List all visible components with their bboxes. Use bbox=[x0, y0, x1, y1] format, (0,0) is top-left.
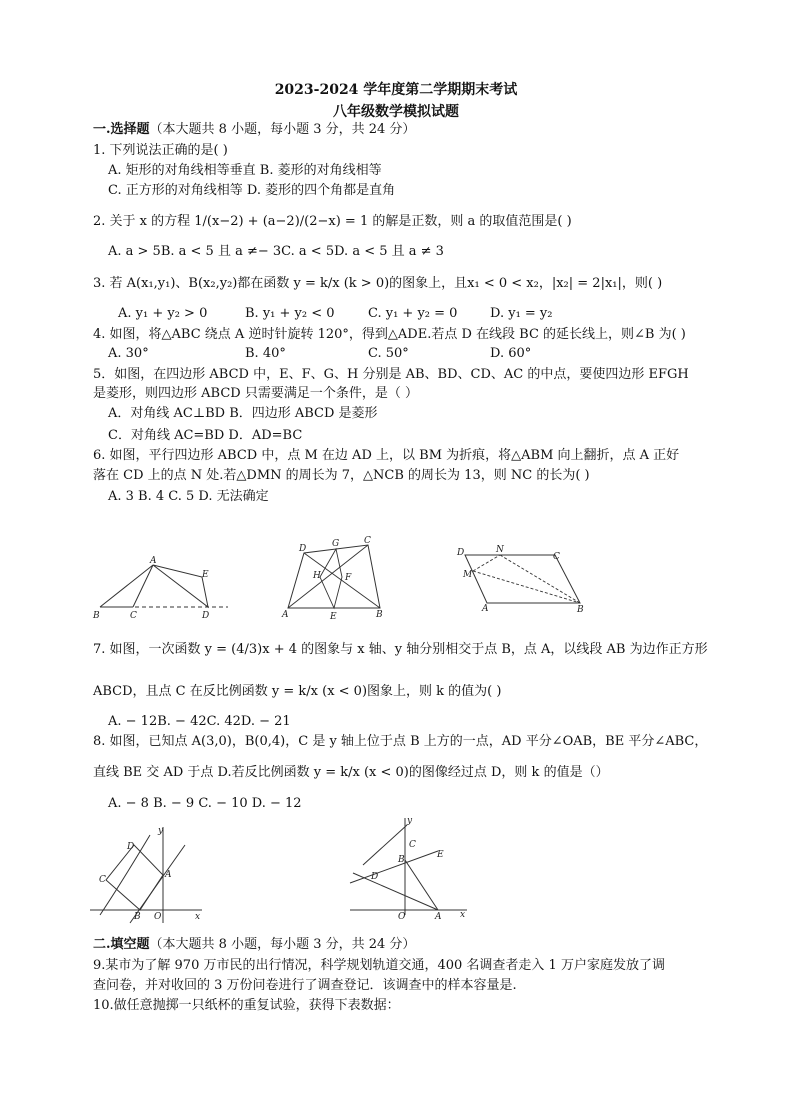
question-6-line-2: 落在 CD 上的点 N 处.若△DMN 的周长为 7，△NCB 的周长为 13，则 NC 的长为( ) bbox=[93, 468, 590, 483]
fig3-label-c: C bbox=[553, 552, 560, 562]
question-5-options-ab: A．对角线 AC⊥BD B．四边形 ABCD 是菱形 bbox=[108, 406, 378, 421]
question-4-option-a: A. 30° bbox=[108, 346, 149, 361]
fig2-label-a: A bbox=[282, 610, 289, 620]
fig4-label-x: x bbox=[195, 912, 201, 922]
section-choice-note: （本大题共 8 小题，每小题 3 分，共 24 分） bbox=[149, 122, 416, 137]
fig5-label-a: A bbox=[435, 912, 442, 922]
section-fill-note: （本大题共 8 小题，每小题 3 分，共 24 分） bbox=[149, 937, 416, 952]
figure-square-hyperbola bbox=[90, 825, 205, 925]
fig5-label-d: D bbox=[371, 872, 379, 882]
question-9-line-2: 查问卷，并对收回的 3 万份问卷进行了调查登记．该调查中的样本容量是. bbox=[93, 978, 517, 993]
question-3-option-a: A. y₁ + y₂ > 0 bbox=[118, 306, 208, 321]
fig4-label-b: B bbox=[134, 912, 141, 922]
fig3-label-d: D bbox=[457, 548, 465, 558]
question-7-options: A. − 12B. − 42C. 42D. − 21 bbox=[108, 714, 291, 729]
question-4-option-c: C. 50° bbox=[368, 346, 409, 361]
question-1: 1. 下列说法正确的是( ) bbox=[93, 143, 228, 158]
question-2-options: A. a > 5B. a < 5 且 a ≠− 3C. a < 5D. a < 5 且 a ≠ 3 bbox=[108, 244, 444, 259]
fig5-label-c: C bbox=[409, 840, 416, 850]
question-6-options: A. 3 B. 4 C. 5 D. 无法确定 bbox=[108, 489, 269, 504]
fig1-label-b: B bbox=[93, 611, 100, 621]
question-4: 4. 如图，将△ABC 绕点 A 逆时针旋转 120°，得到△ADE.若点 D 在线段 BC 的延长线上，则∠B 为( ) bbox=[93, 327, 686, 342]
fig3-label-n: N bbox=[496, 545, 504, 555]
fig2-label-e: E bbox=[330, 612, 337, 622]
figure-rotation-triangle bbox=[90, 555, 230, 620]
exam-subtitle: 八年级数学模拟试题 bbox=[333, 104, 459, 120]
exam-title: 2023-2024 学年度第二学期期末考试 bbox=[274, 82, 518, 98]
question-7-line-2: ABCD，且点 C 在反比例函数 y = k/x (x < 0)图象上，则 k 的值为( ) bbox=[93, 684, 502, 699]
question-5-line-2: 是菱形，则四边形 ABCD 只需要满足一个条件，是（ ） bbox=[93, 386, 418, 401]
fig4-label-y: y bbox=[158, 826, 164, 836]
fig4-label-c: C bbox=[99, 875, 106, 885]
question-2: 2. 关于 x 的方程 1/(x−2) + (a−2)/(2−x) = 1 的解是正数，则 a 的取值范围是( ) bbox=[93, 214, 572, 229]
figure-parallelogram-fold bbox=[455, 545, 590, 615]
fig2-label-b: B bbox=[376, 610, 383, 620]
fig2-label-h: H bbox=[313, 571, 321, 581]
fig4-label-d: D bbox=[127, 842, 135, 852]
fig5-label-y: y bbox=[407, 816, 413, 826]
section-choice-name: 一.选择题 bbox=[93, 122, 150, 137]
question-1-options-cd: C. 正方形的对角线相等 D. 菱形的四个角都是直角 bbox=[108, 183, 396, 198]
question-8-options: A. − 8 B. − 9 C. − 10 D. − 12 bbox=[108, 796, 302, 811]
question-3-option-d: D. y₁ = y₂ bbox=[490, 306, 553, 321]
question-3-option-b: B. y₁ + y₂ < 0 bbox=[245, 306, 335, 321]
fig5-label-o: O bbox=[398, 912, 406, 922]
question-8-line-2: 直线 BE 交 AD 于点 D.若反比例函数 y = k/x (x < 0)的图像经过点 D，则 k 的值是（） bbox=[93, 765, 609, 780]
fig3-label-b: B bbox=[577, 605, 584, 615]
question-4-option-b: B. 40° bbox=[245, 346, 286, 361]
question-10: 10.做任意抛掷一只纸杯的重复试验，获得下表数据： bbox=[93, 998, 400, 1013]
question-5-line-1: 5．如图，在四边形 ABCD 中，E、F、G、H 分别是 AB、BD、CD、AC 的中点，要使四边形 EFGH bbox=[93, 367, 689, 382]
fig4-label-a: A bbox=[165, 870, 172, 880]
question-5-options-cd: C．对角线 AC=BD D．AD=BC bbox=[108, 428, 303, 443]
fig4-label-o: O bbox=[154, 912, 162, 922]
question-1-options-ab: A. 矩形的对角线相等垂直 B. 菱形的对角线相等 bbox=[108, 163, 382, 178]
question-6-line-1: 6. 如图，平行四边形 ABCD 中，点 M 在边 AD 上，以 BM 为折痕，将△ABM 向上翻折，点 A 正好 bbox=[93, 448, 680, 463]
fig1-label-a: A bbox=[150, 556, 157, 566]
question-3: 3. 若 A(x₁,y₁)、B(x₂,y₂)都在函数 y = k/x (k > 0)的图象上，且x₁ < 0 < x₂，|x₂| = 2|x₁|，则( ) bbox=[93, 276, 663, 291]
fig2-label-d: D bbox=[299, 544, 307, 554]
fig3-label-a: A bbox=[482, 604, 489, 614]
fig1-label-c: C bbox=[130, 611, 137, 621]
section-fill-header bbox=[93, 936, 415, 954]
question-3-option-c: C. y₁ + y₂ = 0 bbox=[368, 306, 458, 321]
question-4-option-d: D. 60° bbox=[490, 346, 532, 361]
figure-angle-bisectors bbox=[345, 815, 470, 920]
question-8-line-1: 8. 如图，已知点 A(3,0)，B(0,4)，C 是 y 轴上位于点 B 上方的一点，AD 平分∠OAB，BE 平分∠ABC， bbox=[93, 734, 708, 749]
figure-quadrilateral-midpoints bbox=[280, 535, 385, 620]
question-9-line-1: 9.某市为了解 970 万市民的出行情况，科学规划轨道交通，400 名调查者走入 1 万户家庭发放了调 bbox=[93, 958, 665, 973]
fig5-label-b: B bbox=[398, 855, 405, 865]
fig1-label-d: D bbox=[202, 611, 210, 621]
fig2-label-c: C bbox=[364, 536, 371, 546]
fig2-label-g: G bbox=[332, 539, 340, 549]
question-7-line-1: 7. 如图，一次函数 y = (4/3)x + 4 的图象与 x 轴、y 轴分别相交于点 B，点 A，以线段 AB 为边作正方形 bbox=[93, 642, 708, 657]
fig3-label-m: M bbox=[463, 570, 473, 580]
section-fill-name: 二.填空题 bbox=[93, 937, 150, 952]
fig5-label-x: x bbox=[460, 910, 466, 920]
section-choice-header bbox=[93, 121, 415, 139]
fig1-label-e: E bbox=[202, 570, 209, 580]
fig5-label-e: E bbox=[437, 850, 444, 860]
fig2-label-f: F bbox=[345, 573, 352, 583]
